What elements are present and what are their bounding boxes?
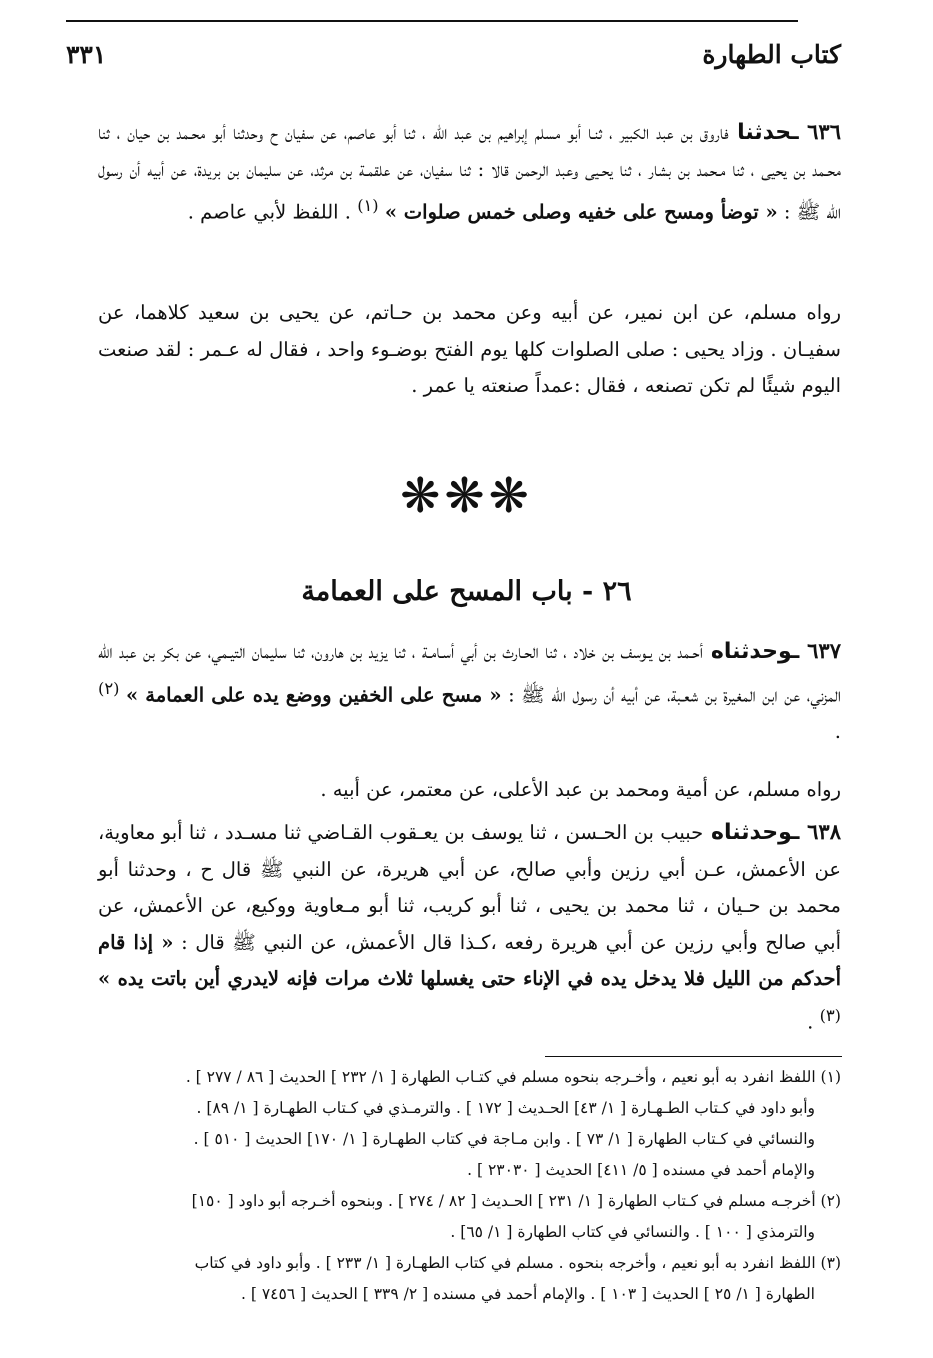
- footnote-ref: (٢): [98, 678, 120, 698]
- hadith-lead-word: ـوحدثناه: [710, 639, 808, 664]
- header-rule: [66, 20, 798, 22]
- hadith-number: ٦٣٨: [807, 819, 841, 844]
- footnote-line: (٣) اللفظ انفرد به أبو نعيم ، وأخرجه بنحوه . مسلم في كتاب الطهـارة [ ١/ ٢٣٣ ] . وأبو داود في كتاب: [194, 1254, 841, 1272]
- footnote-ref: (١): [357, 196, 379, 215]
- hadith-number: ٦٣٦: [807, 119, 841, 144]
- footnote-1: [92, 1062, 841, 1186]
- footnote-line: والنسائي في كـتاب الطهارة [ ١/ ٧٣ ] . وابن مـاجة في كتاب الطهـارة [ ١/ ١٧٠] الحديث [ ٥١٠ ] .: [193, 1130, 815, 1148]
- footnote-line: والإمام أحمد في مسنده [ ٥/ ٤١١] الحديث [ ٢٣٠٣٠ ] .: [467, 1161, 815, 1179]
- chapter-title: ٢٦ - باب المسح على العمامة: [301, 576, 632, 607]
- hadith-matn: « مسح على الخفين ووضع يده على العمامة »: [125, 683, 502, 706]
- footnote-line: الطهارة [ ١/ ٢٥ ] الحديث [ ١٠٣ ] . والإمام أحمد في مسنده [ ٢/ ٣٣٩ ] الحديث [ ٧٤٥٦ ] .: [241, 1285, 815, 1303]
- page-number: ٣٣١: [66, 40, 107, 69]
- hadith-lead-word: ـوحدثناه: [711, 820, 808, 845]
- footnote-3: [92, 1248, 841, 1310]
- footnote-line: (٢) أخرجـه مسلم في كـتاب الطهارة [ ١/ ٢٣١ ] الحـديث [ ٨٢ / ٢٧٤ ] . وبنحوه أخـرجه أبو داود [ ١٥٠]: [191, 1192, 841, 1210]
- hadith-number: ٦٣٧: [807, 638, 841, 663]
- hadith-lead-word: ـحدثنا: [737, 120, 808, 145]
- hadith-638: [98, 814, 841, 1041]
- footnote-line: وأبو داود في كـتاب الطـهـارة [ ١/ ٤٣] الحـديث [ ١٧٢ ] . والترمـذي في كـتاب الطهـارة [ ١/ ٨٩] .: [196, 1099, 815, 1117]
- footnote-rule: [545, 1056, 842, 1057]
- running-title: كتاب الطهارة: [702, 40, 841, 69]
- hadith-636: [98, 114, 841, 231]
- section-separator: ❋❋❋: [400, 468, 533, 524]
- hadith-isnad: حبيب بن الحـسن ، ثنا يوسف بن يعـقوب القـاضي ثنا مسـدد ، ثنا أبو معاوية، عن الأعمش، عـن أبي رزين وأبي صالح، عن أبي هريرة، عن النبي ﷺ قال ح ، وحدثنا أبو محمد بن حـيان ، ثنا محمد بن يحيى ، ثنا أبو كريب، ثنا أبو مـعاوية ووكيع، عن الأعمش، عن أبي صالح وأبي رزين عن أبي هريرة رفعه ،كـذا قال الأعمش، عن النبي ﷺ قال :: [98, 821, 842, 954]
- hadith-tail: .: [834, 719, 841, 743]
- footnote-2: [92, 1186, 841, 1248]
- hadith-tail: . اللفظ لأبي عاصم .: [187, 200, 351, 224]
- hadith-637: [98, 633, 841, 750]
- hadith-isnad: فاروق بن عبد الكبير ، ثنـا أبو مسلم إبراهيم بن عبد الله ، ثنا أبو عاصم، عن سفيان ح وحدثنا أبو محـمد بن حيان ، ثنا محـمد بن يحيى ، ثنا مـحمد بن بشار ، ثنا يحـيى وعبد الرحمن قالا : ثنا سفيان، عن علقمـة بن مرثد، عن سليمان بن بريدة، عن أبيه أن رسول الله ﷺ :: [98, 121, 841, 224]
- hadith-isnad: أحـمد بن يـوسف بن خلاد ، ثنا الحـارث بن أبي أسـامـة ، ثنا يزيد بن هارون، ثنا سليمان التيـمي، عن بكر بن عبد الله المزني، عن ابن المغيرة بن شعـبة، عن أبيه أن رسول الله ﷺ :: [98, 640, 842, 706]
- hadith-matn: « إذا قام أحدكم من الليل فلا يدخل يده في الإناء حتى يغسلها ثلاث مرات فإنه لايدري أين باتت يده »: [98, 930, 841, 990]
- narration-636: رواه مسلم، عن ابن نمير، عن أبيه وعن محمد بن حـاتم، عن يحيى بن سعيد كلاهما، عن سفيـان . وزاد يحيى : صلى الصلوات كلها يوم الفتح بوضـوء واحد ، فقال له عـمر : لقد صنعت اليوم شيئًا لم تكن تصنعه ، فقال :عمداً صنعته يا عمر .: [98, 301, 841, 397]
- page-header: [66, 38, 841, 78]
- hadith-tail: .: [807, 1010, 814, 1033]
- narration-637: رواه مسلم، عن أمية ومحمد بن عبد الأعلى، عن معتمر، عن أبيه .: [320, 778, 841, 801]
- footnote-ref: (٣): [819, 1005, 841, 1025]
- footnotes: [92, 1062, 841, 1310]
- footnote-line: والترمذي [ ١٠٠ ] . والنسائي في كتاب الطهارة [ ١/ ٦٥] .: [450, 1223, 815, 1241]
- footnote-line: (١) اللفظ انفرد به أبو نعيم ، وأخـرجه بنحوه مسلم في كتـاب الطهارة [ ١/ ٢٣٢ ] الحديث [ ٨٦ / ٢٧٧ ] .: [185, 1068, 841, 1086]
- hadith-matn: « توضأ ومسح على خفيه وصلى خمس صلوات »: [384, 200, 778, 224]
